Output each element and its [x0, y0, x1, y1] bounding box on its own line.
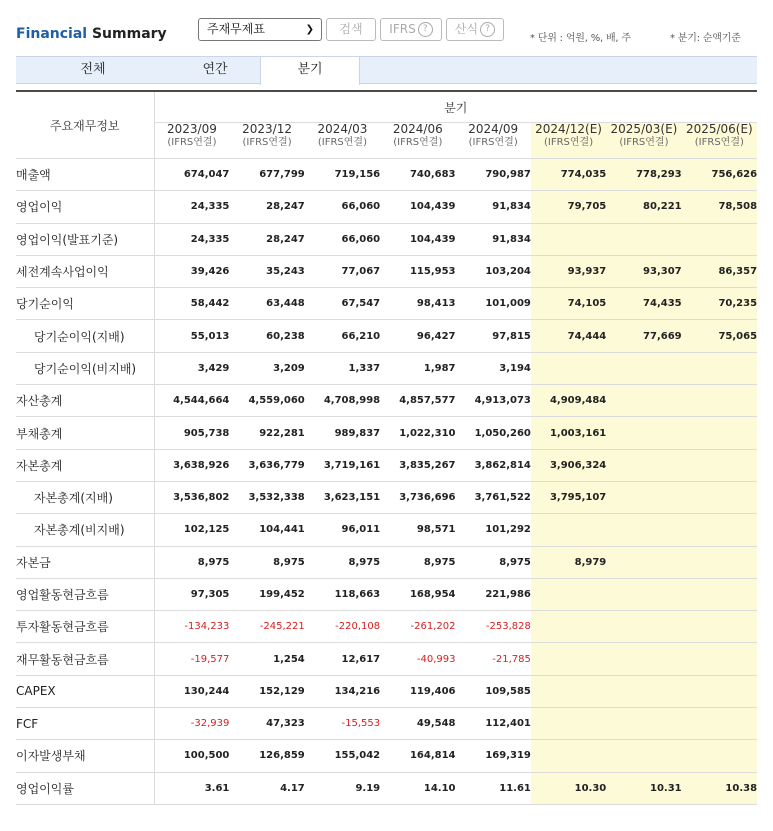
table-cell: 79,705 [531, 191, 606, 223]
table-row [16, 223, 757, 255]
table-cell: 66,060 [305, 223, 380, 255]
table-row [16, 546, 757, 578]
column-basis: (IFRS연결) [242, 137, 292, 149]
table-cell: 11.61 [456, 772, 531, 804]
table-row [16, 385, 757, 417]
table-cell: -15,553 [305, 708, 380, 740]
column-basis: (IFRS연결) [317, 137, 367, 149]
table-cell: 75,065 [682, 320, 757, 352]
table-cell [531, 514, 606, 546]
table-cell: 3,532,338 [229, 481, 304, 513]
table-cell: 1,022,310 [380, 417, 455, 449]
table-cell: 3,795,107 [531, 481, 606, 513]
table-cell: 67,547 [305, 288, 380, 320]
table-cell: 4,857,577 [380, 385, 455, 417]
group-header: 분기 [154, 91, 757, 123]
table-row [16, 352, 757, 384]
column-header [531, 123, 606, 159]
table-cell [682, 352, 757, 384]
table-cell: 119,406 [380, 675, 455, 707]
table-row [16, 288, 757, 320]
table-cell: 39,426 [154, 255, 229, 287]
table-cell [682, 708, 757, 740]
column-basis: (IFRS연결) [468, 137, 518, 149]
table-cell [606, 223, 681, 255]
chevron-down-icon: ❯ [305, 24, 314, 35]
table-cell: 3,194 [456, 352, 531, 384]
table-cell: 1,987 [380, 352, 455, 384]
table-cell [606, 675, 681, 707]
table-cell: 96,011 [305, 514, 380, 546]
table-cell [606, 578, 681, 610]
table-cell: 77,669 [606, 320, 681, 352]
row-header-label: 주요재무정보 [16, 91, 154, 159]
column-period: 2023/12 [242, 122, 292, 137]
row-label: 영업이익(발표기준) [16, 223, 154, 255]
table-cell [606, 643, 681, 675]
period-tabs [16, 56, 757, 84]
table-cell: 96,427 [380, 320, 455, 352]
statement-select-value: 주재무제표 [207, 22, 265, 36]
table-cell: 3,209 [229, 352, 304, 384]
row-label: CAPEX [16, 675, 154, 707]
table-cell: 47,323 [229, 708, 304, 740]
table-cell: 4,559,060 [229, 385, 304, 417]
table-cell [606, 611, 681, 643]
table-cell: 91,834 [456, 223, 531, 255]
table-cell: 4,913,073 [456, 385, 531, 417]
table-cell [682, 481, 757, 513]
table-row [16, 578, 757, 610]
row-label: 투자활동현금흐름 [16, 611, 154, 643]
table-cell: 989,837 [305, 417, 380, 449]
table-row [16, 255, 757, 287]
row-label: 세전계속사업이익 [16, 255, 154, 287]
table-cell: 102,125 [154, 514, 229, 546]
row-label: 자본금 [16, 546, 154, 578]
table-cell: 10.31 [606, 772, 681, 804]
table-cell: 101,009 [456, 288, 531, 320]
table-cell: 1,003,161 [531, 417, 606, 449]
table-cell: 58,442 [154, 288, 229, 320]
table-cell: 152,129 [229, 675, 304, 707]
table-cell: 60,238 [229, 320, 304, 352]
table-cell: 8,975 [305, 546, 380, 578]
table-cell: -261,202 [380, 611, 455, 643]
table-cell: 78,508 [682, 191, 757, 223]
table-cell: 118,663 [305, 578, 380, 610]
help-icon[interactable]: ? [480, 22, 495, 37]
row-label: 재무활동현금흐름 [16, 643, 154, 675]
table-cell: 63,448 [229, 288, 304, 320]
table-row [16, 514, 757, 546]
table-cell: 778,293 [606, 159, 681, 191]
table-cell: 80,221 [606, 191, 681, 223]
table-row [16, 611, 757, 643]
table-cell: 169,319 [456, 740, 531, 772]
table-cell: 221,986 [456, 578, 531, 610]
formula-label: 산식 [454, 22, 479, 36]
table-cell: 719,156 [305, 159, 380, 191]
table-cell: 97,815 [456, 320, 531, 352]
table-cell: 130,244 [154, 675, 229, 707]
table-cell [682, 611, 757, 643]
table-cell: 28,247 [229, 223, 304, 255]
row-label: 매출액 [16, 159, 154, 191]
table-cell: 905,738 [154, 417, 229, 449]
table-cell: 155,042 [305, 740, 380, 772]
table-cell: 104,439 [380, 223, 455, 255]
table-cell [682, 223, 757, 255]
table-cell: 49,548 [380, 708, 455, 740]
table-cell: 97,305 [154, 578, 229, 610]
table-cell: 4,708,998 [305, 385, 380, 417]
table-cell: 1,254 [229, 643, 304, 675]
table-cell: 1,337 [305, 352, 380, 384]
table-cell: 4,544,664 [154, 385, 229, 417]
table-cell: -32,939 [154, 708, 229, 740]
table-row [16, 320, 757, 352]
table-cell: 756,626 [682, 159, 757, 191]
table-cell: 8,975 [456, 546, 531, 578]
table-cell: 93,307 [606, 255, 681, 287]
financial-table [16, 90, 757, 805]
table-cell: -134,233 [154, 611, 229, 643]
table-cell [682, 740, 757, 772]
title-summary: Summary [87, 26, 167, 42]
table-cell [682, 546, 757, 578]
table-cell [682, 417, 757, 449]
table-cell: 100,500 [154, 740, 229, 772]
tab-annual[interactable]: 연간 [202, 62, 228, 77]
table-cell: 3,835,267 [380, 449, 455, 481]
column-basis: (IFRS연결) [694, 137, 744, 149]
table-body [16, 159, 757, 805]
column-header [229, 123, 304, 159]
table-row [16, 449, 757, 481]
ifrs-label: IFRS [389, 22, 416, 36]
help-icon[interactable]: ? [418, 22, 433, 37]
table-cell: 3,638,926 [154, 449, 229, 481]
table-cell: 3,636,779 [229, 449, 304, 481]
toolbar [0, 0, 773, 50]
table-cell: 1,050,260 [456, 417, 531, 449]
table-cell: 74,444 [531, 320, 606, 352]
table-cell [682, 385, 757, 417]
row-label: 자산총계 [16, 385, 154, 417]
row-label: 영업이익 [16, 191, 154, 223]
table-cell: 104,441 [229, 514, 304, 546]
table-cell: 8,975 [380, 546, 455, 578]
table-cell: 3,623,151 [305, 481, 380, 513]
table-cell: 3,906,324 [531, 449, 606, 481]
column-period: 2024/09 [468, 122, 519, 137]
table-cell [531, 740, 606, 772]
column-basis: (IFRS연결) [393, 137, 443, 149]
formula-button[interactable] [446, 18, 504, 41]
table-cell: 8,975 [154, 546, 229, 578]
table-cell: 86,357 [682, 255, 757, 287]
table-cell [531, 223, 606, 255]
table-cell: 740,683 [380, 159, 455, 191]
table-cell: -253,828 [456, 611, 531, 643]
table-cell [606, 385, 681, 417]
table-cell: 109,585 [456, 675, 531, 707]
table-cell: 115,953 [380, 255, 455, 287]
column-period: 2024/06 [392, 122, 443, 137]
table-cell [606, 708, 681, 740]
page-title [16, 26, 167, 42]
table-cell: -245,221 [229, 611, 304, 643]
table-cell: 774,035 [531, 159, 606, 191]
row-label: 영업활동현금흐름 [16, 578, 154, 610]
table-cell [531, 643, 606, 675]
column-header [456, 123, 531, 159]
column-basis: (IFRS연결) [619, 137, 669, 149]
table-cell: 101,292 [456, 514, 531, 546]
table-row [16, 191, 757, 223]
table-cell: 674,047 [154, 159, 229, 191]
table-cell [531, 578, 606, 610]
unit-note: * 단위 : 억원, %, 배, 주 [530, 33, 631, 44]
table-cell: 24,335 [154, 191, 229, 223]
column-basis: (IFRS연결) [167, 137, 217, 149]
table-cell: 12,617 [305, 643, 380, 675]
table-cell: 3,862,814 [456, 449, 531, 481]
column-header [682, 123, 757, 159]
table-cell: 28,247 [229, 191, 304, 223]
table-cell: -40,993 [380, 643, 455, 675]
table-cell: 168,954 [380, 578, 455, 610]
column-period: 2025/03(E) [610, 122, 678, 137]
column-period: 2024/12(E) [535, 122, 602, 137]
column-period: 2023/09 [167, 122, 217, 137]
table-row [16, 740, 757, 772]
table-cell [606, 546, 681, 578]
column-header [305, 123, 380, 159]
tab-quarterly[interactable]: 분기 [260, 57, 360, 85]
statement-select[interactable] [198, 18, 322, 41]
table-cell [606, 740, 681, 772]
table-cell: 3,429 [154, 352, 229, 384]
table-row [16, 159, 757, 191]
table-cell: 199,452 [229, 578, 304, 610]
row-label: 당기순이익 [16, 288, 154, 320]
table-cell: 70,235 [682, 288, 757, 320]
table-cell [606, 352, 681, 384]
table-cell [682, 675, 757, 707]
row-label: 자본총계 [16, 449, 154, 481]
row-label: 부채총계 [16, 417, 154, 449]
table-cell: 10.38 [682, 772, 757, 804]
table-cell: 3,761,522 [456, 481, 531, 513]
table-cell: 98,413 [380, 288, 455, 320]
table-cell: 922,281 [229, 417, 304, 449]
row-label: 당기순이익(비지배) [16, 352, 154, 384]
table-cell: 10.30 [531, 772, 606, 804]
table-cell: 677,799 [229, 159, 304, 191]
table-cell: 3.61 [154, 772, 229, 804]
table-row [16, 481, 757, 513]
column-header [380, 123, 455, 159]
table-cell: 66,210 [305, 320, 380, 352]
table-cell: 164,814 [380, 740, 455, 772]
table-cell [531, 352, 606, 384]
table-cell [606, 481, 681, 513]
table-cell: 91,834 [456, 191, 531, 223]
table-cell: 134,216 [305, 675, 380, 707]
table-cell: -19,577 [154, 643, 229, 675]
table-cell: 77,067 [305, 255, 380, 287]
table-cell: 126,859 [229, 740, 304, 772]
table-cell [682, 578, 757, 610]
title-financial: Financial [16, 26, 88, 42]
table-cell: -220,108 [305, 611, 380, 643]
table-cell: 3,736,696 [380, 481, 455, 513]
tab-all[interactable]: 전체 [80, 62, 106, 77]
row-label: FCF [16, 708, 154, 740]
quarter-note: * 분기: 순액기준 [670, 33, 741, 44]
row-label: 이자발생부채 [16, 740, 154, 772]
table-cell: 8,979 [531, 546, 606, 578]
table-cell [606, 514, 681, 546]
table-cell: -21,785 [456, 643, 531, 675]
table-row [16, 417, 757, 449]
table-cell: 55,013 [154, 320, 229, 352]
ifrs-button[interactable] [380, 18, 442, 41]
table-cell [682, 449, 757, 481]
table-cell: 4,909,484 [531, 385, 606, 417]
table-cell: 3,719,161 [305, 449, 380, 481]
table-cell: 790,987 [456, 159, 531, 191]
table-cell: 35,243 [229, 255, 304, 287]
column-header [154, 123, 229, 159]
table-cell [531, 611, 606, 643]
search-button[interactable]: 검색 [326, 18, 376, 41]
column-period: 2025/06(E) [685, 122, 753, 137]
table-cell [682, 514, 757, 546]
table-cell: 8,975 [229, 546, 304, 578]
table-cell: 24,335 [154, 223, 229, 255]
table-row [16, 772, 757, 804]
row-label: 당기순이익(지배) [16, 320, 154, 352]
table-cell: 98,571 [380, 514, 455, 546]
table-cell: 66,060 [305, 191, 380, 223]
table-cell: 3,536,802 [154, 481, 229, 513]
table-cell: 74,435 [606, 288, 681, 320]
row-label: 자본총계(지배) [16, 481, 154, 513]
column-header [606, 123, 681, 159]
table-cell [531, 675, 606, 707]
table-row [16, 675, 757, 707]
table-cell [606, 449, 681, 481]
table-cell: 9.19 [305, 772, 380, 804]
table-cell: 74,105 [531, 288, 606, 320]
table-row [16, 643, 757, 675]
table-cell: 14.10 [380, 772, 455, 804]
table-cell: 112,401 [456, 708, 531, 740]
table-cell: 4.17 [229, 772, 304, 804]
table-cell: 104,439 [380, 191, 455, 223]
table-row [16, 708, 757, 740]
table-cell [531, 708, 606, 740]
row-label: 영업이익률 [16, 772, 154, 804]
column-period: 2024/03 [317, 122, 368, 137]
table-cell [606, 417, 681, 449]
table-cell [682, 643, 757, 675]
column-basis: (IFRS연결) [544, 137, 594, 149]
row-label: 자본총계(비지배) [16, 514, 154, 546]
table-cell: 93,937 [531, 255, 606, 287]
table-cell: 103,204 [456, 255, 531, 287]
